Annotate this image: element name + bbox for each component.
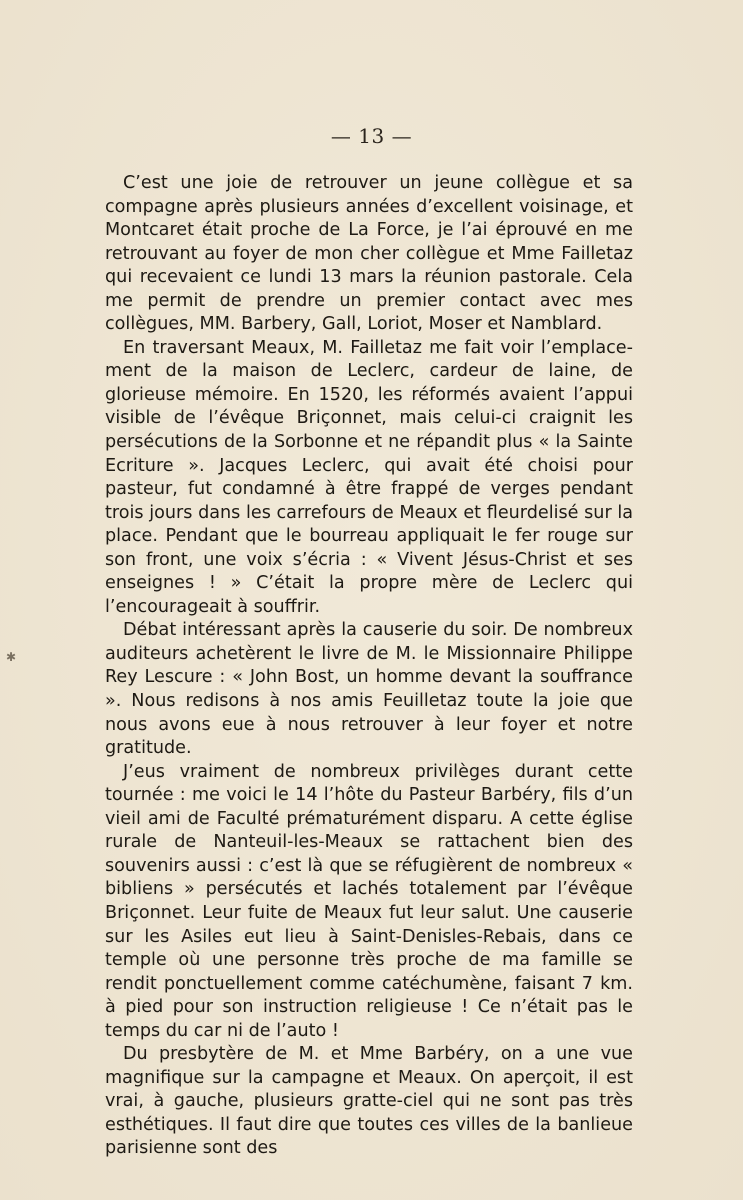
paragraph-4: J’eus vraiment de nombreux privilèges durant cette tournée : me voici le 14 l’hôte du Pasteur Barbéry, fils d’un vieil ami de Faculté prématurément disparu. A cette église rurale de Nanteuil-les-Meaux se rattachent bien des souvenirs aussi : c’est là que se réfugièrent de nombreux « bibliens » persécutés et lachés totalement par l’évêque Briçonnet. Leur fuite de Meaux fut leur salut. Une causerie sur les Asiles eut lieu à Saint-Denisles-Rebais, dans ce temple où une personne très proche de ma famille se rendit ponctuellement comme catéchumène, faisant 7 km. à pied pour son instruction religieuse ! Ce n’était pas le temps du car ni de l’auto ! [105,761,633,1041]
page-number: — 13 — [330,124,413,148]
paragraph-3: Débat intéressant après la causerie du soir. De nombreux auditeurs achetèrent le livre de M. le Missionnaire Philippe Rey Lescure : « John Bost, un homme devant la souffrance ». Nous redisons à nos amis Feuilletaz toute la joie que nous avons eue à nous retrouver à leur foyer et notre gratitude. [105,620,633,759]
paragraph-2: En traversant Meaux, M. Failletaz me fait voir l’emplacement de la maison de Leclerc, cardeur de laine, de glorieuse mémoire. En 1520, les réformés avaient l’appui visible de l’évêque Briçonnet, mais celui-ci craignit les persécutions de la Sorbonne et ne répandit plus « la Sainte Ecriture ». Jacques Leclerc, qui avait été choisi pour pasteur, fut condamné à être frappé de verges pendant trois jours dans les carrefours de Meaux et fleurdelisé sur la place. Pendant que le bourreau appliquait le fer rouge sur son front, une voix s’écria : « Vivent Jésus-Christ et ses enseignes ! » C’était la propre mère de Leclerc qui l’encourageait à souffrir. [105,337,633,617]
paragraph-5: Du presbytère de M. et Mme Barbéry, on a une vue magnifique sur la campagne et Meaux. On aperçoit, il est vrai, à gauche, plusieurs gratte-ciel qui ne sont pas très esthétiques. Il faut dire que toutes ces villes de la banlieue parisienne sont des [105,1044,633,1159]
body-text [105,172,633,1161]
margin-mark: ✱ [6,650,17,664]
paragraph-1: C’est une joie de retrouver un jeune collègue et sa compagne après plusieurs années d’excellent voisinage, et Montcaret était proche de La Force, je l’ai éprouvé en me retrouvant au foyer de mon cher collègue et Mme Failletaz qui recevaient ce lundi 13 mars la réunion pastorale. Cela me permit de prendre un premier contact avec mes collègues, MM. Barbery, Gall, Loriot, Moser et Namblard. [105,173,633,335]
